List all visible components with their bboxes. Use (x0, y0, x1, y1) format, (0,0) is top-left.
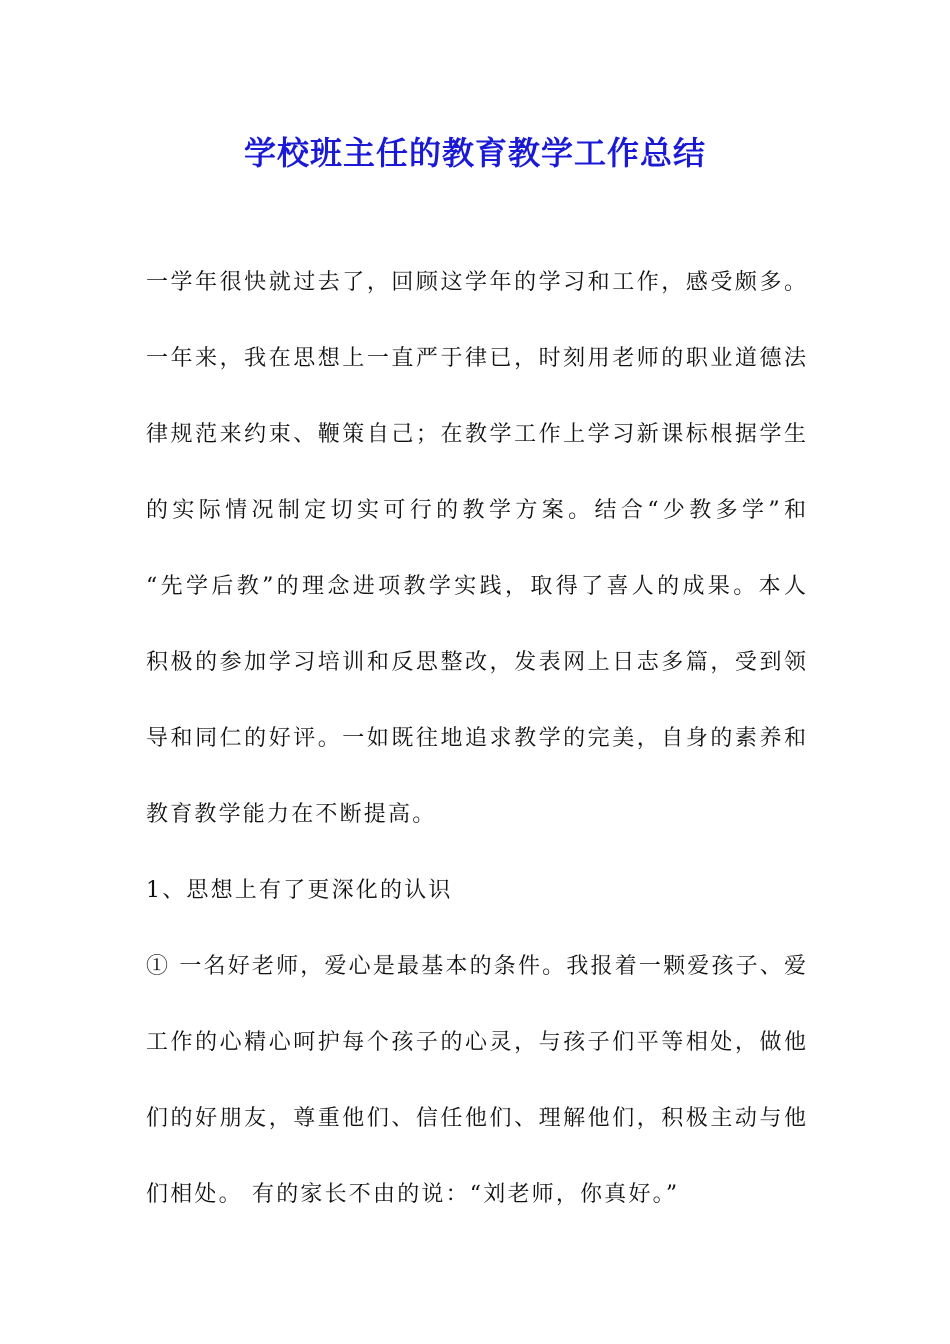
body-line: 们的好朋友，尊重他们、信任他们、理解他们，积极主动与他 (146, 1106, 806, 1131)
body-line: 工作的心精心呵护每个孩子的心灵，与孩子们平等相处，做他 (146, 1030, 806, 1055)
section-heading: 1、思想上有了更深化的认识 (146, 878, 453, 903)
body-line: 积极的参加学习培训和反思整改，发表网上日志多篇，受到领 (146, 650, 806, 675)
body-line: 一学年很快就过去了，回顾这学年的学习和工作，感受颇多。 (146, 270, 806, 295)
body-line: 导和同仁的好评。一如既往地追求教学的完美，自身的素养和 (146, 726, 806, 751)
body-line: 的实际情况制定切实可行的教学方案。结合“少教多学”和 (146, 498, 806, 523)
document-body (146, 264, 806, 1252)
body-line: 们相处。 有的家长不由的说：“刘老师，你真好。” (146, 1182, 680, 1207)
body-line: ① 一名好老师，爱心是最基本的条件。我报着一颗爱孩子、爱 (146, 954, 806, 979)
body-line: 教育教学能力在不断提高。 (146, 802, 437, 827)
document-title: 学校班主任的教育教学工作总结 (243, 134, 706, 172)
body-line: 一年来，我在思想上一直严于律已，时刻用老师的职业道德法 (146, 346, 806, 371)
body-line: “先学后教”的理念进项教学实践，取得了喜人的成果。本人 (146, 574, 806, 599)
body-line: 律规范来约束、鞭策自己；在教学工作上学习新课标根据学生 (146, 422, 806, 447)
